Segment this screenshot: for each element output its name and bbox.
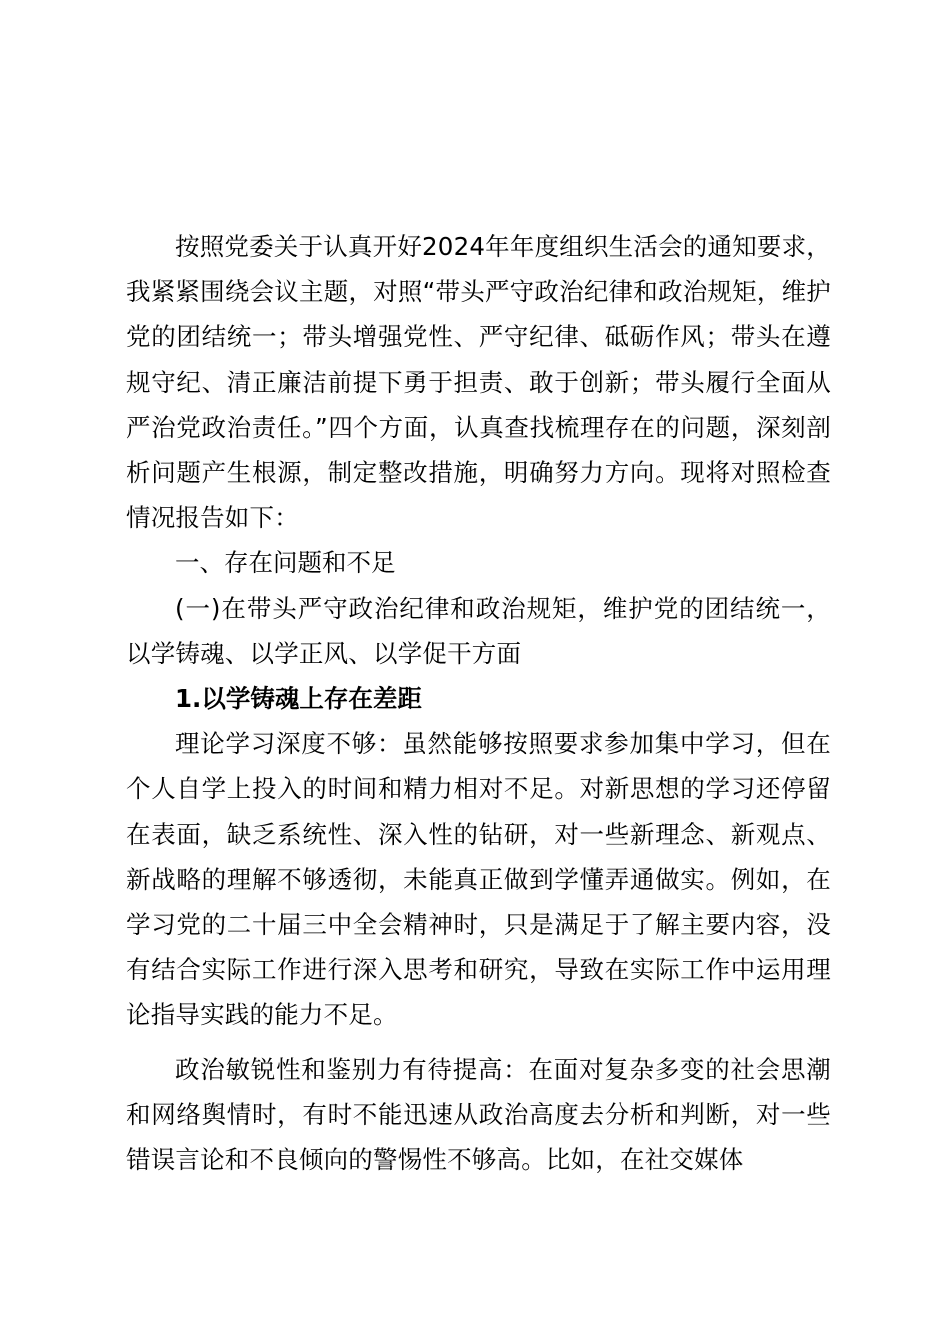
subsection-heading: (一)在带头严守政治纪律和政治规矩，维护党的团结统一，以学铸魂、以学正风、以学促干方面: [126, 593, 831, 668]
body-paragraph-1: 理论学习深度不够：虽然能够按照要求参加集中学习，但在个人自学上投入的时间和精力相对不足。对新思想的学习还停留在表面，缺乏系统性、深入性的钻研，对一些新理念、新观点、新战略的理解不够透彻，未能真正做到学懂弄通做实。例如，在学习党的二十届三中全会精神时，只是满足于了解主要内容，没有结合实际工作进行深入思考和研究，导致在实际工作中运用理论指导实践的能力不足。: [126, 729, 831, 1030]
intro-paragraph: 按照党委关于认真开好2024年年度组织生活会的通知要求，我紧紧围绕会议主题，对照“带头严守政治纪律和政治规矩，维护党的团结统一；带头增强党性、严守纪律、砥砺作风；带头在遵规守纪、清正廉洁前提下勇于担责、敢于创新；带头履行全面从严治党政治责任。”四个方面，认真查找梳理存在的问题，深刻剖析问题产生根源，制定整改措施，明确努力方向。现将对照检查情况报告如下：: [126, 232, 831, 533]
document-body: [126, 224, 831, 1182]
item-heading: 1.以学铸魂上存在差距: [175, 684, 422, 714]
section-heading: 一、存在问题和不足: [175, 548, 396, 578]
paragraph-spacer: [126, 1038, 831, 1047]
body-paragraph-2: 政治敏锐性和鉴别力有待提高：在面对复杂多变的社会思潮和网络舆情时，有时不能迅速从政治高度去分析和判断，对一些错误言论和不良倾向的警惕性不够高。比如，在社交媒体: [126, 1054, 831, 1175]
